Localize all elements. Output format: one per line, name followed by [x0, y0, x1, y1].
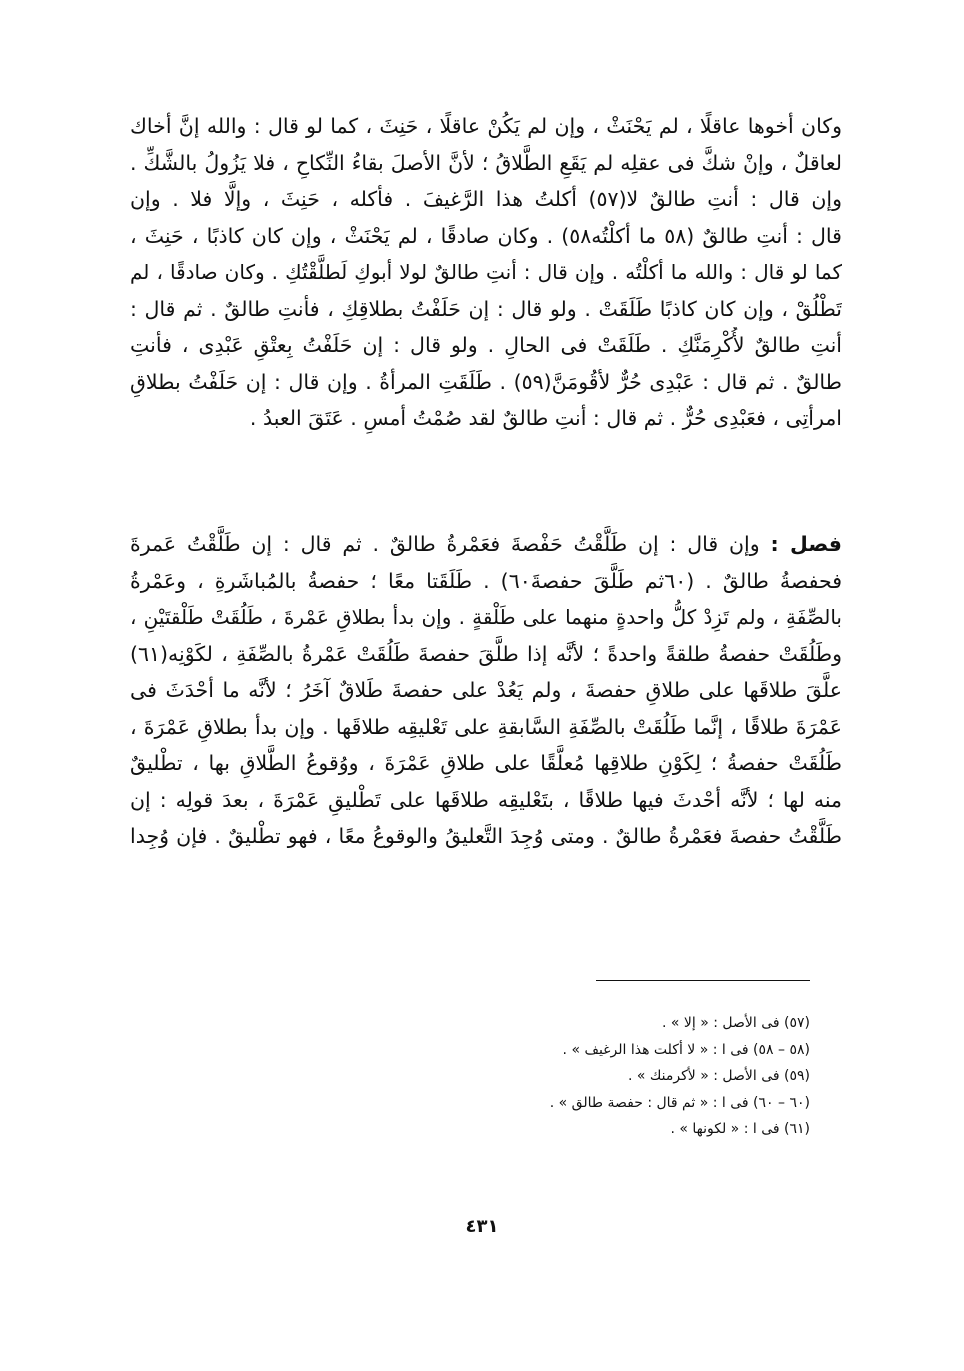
paragraph-2 — [130, 526, 842, 855]
paragraph-line: علَّقَ طلاقَها على طلاقِ حفصةَ ، ولم يَعُدْ على حفصةَ طَلاقٌ آخَرُ ؛ لأنَّه ما أحْدَثَ فى — [130, 678, 842, 702]
paragraph-1 — [130, 108, 842, 437]
footnote: (٦١) فى ا : « لكونها » . — [670, 1121, 810, 1137]
paragraph-line: أنتِ طالقٌ لأُكْرِمَنَّكِ . طَلَقَتْ فى الحالِ . ولو قال : إن حَلَفْتُ بِعتْقِ عَبْدِى ، فأنتِ — [130, 333, 842, 357]
paragraph-line: تَطْلُقْ ، وإن كان كاذبًا طَلَقَتْ . ولو قال : إن حَلَفْتُ بطلاقِكِ ، فأنتِ طالقٌ . ثم قال : — [130, 296, 842, 321]
page-number: ٤٣١ — [465, 1216, 499, 1237]
paragraph-line — [130, 526, 842, 563]
paragraph-line: بالصِّفَةِ ، ولم تَزِدْ كلُّ واحدةٍ منهما على طَلْقةٍ . وإن بدأ بطلاقِ عَمْرةَ ، طَلُقَتْ طَلْقتَيْنِ ، — [130, 605, 842, 629]
footnotes — [300, 1010, 810, 1143]
paragraph-line: عَمْرَةَ طلاقًا ، إنَّما طَلُقَتْ بالصِّفَةِ السَّابقةِ على تَعْليقِه طلاقَها . وإن بدأ بطلاقِ عَمْرَةَ ، — [130, 714, 842, 739]
footnote: (٥٧) فى الأصل : « إلا » . — [661, 1015, 810, 1031]
paragraph-line: وإن قال : أنتِ طالقٌ لا(٥٧) أكلتُ هذا الرَّغيفَ . فأكله ، حَنِثَ ، وإلَّا فلا . وإن — [130, 187, 842, 211]
paragraph-line: وطَلُقَتْ حفصةُ طلقةً واحدةً ؛ لأنَّه إذا طلَّقَ حفصةَ طَلُقَتْ عَمْرةُ بالصِّفَةِ ، لكَوْنِه(٦١) — [130, 641, 842, 666]
paragraph-line: طَلُقَتْ حفصةُ ؛ لِكَوْنِ طلاقِها مُعلَّقًا على طلاقِ عَمْرَةَ ، ووُقوعُ الطَّلاقِ بها ، تطْليقٌ — [130, 751, 842, 775]
paragraph-line: طالقٌ . ثم قال : عَبْدِى حُرٌّ لأقُومَنَّ(٥٩) . طَلَقَتِ المرأةُ . وإن قال : إن حَلَفْتُ بطلاقِ — [130, 369, 842, 394]
paragraph-line: لعاقلٌ ، وإنْ شكَّ فى عقلِه لم يَقَعِ الطَّلاقُ ؛ لأنَّ الأصلَ بقاءُ النِّكاحِ ، فلا يَزُولُ بالشَّكِّ . — [130, 150, 842, 175]
paragraph-line: كما لو قال : والله ما أكلْتُه . وإن قال : أنتِ طالقٌ لولا أبوكِ لَطلَّقْتُكِ . وكان صادقًا ، لم — [130, 260, 842, 284]
footnote: (٥٩) فى الأصل : « لأكرمنك » . — [627, 1068, 810, 1084]
paragraph-line: فحفصةُ طالقٌ . (٦٠ثم طَلَّقَ حفصةَ٦٠) . طَلَقَتا معًا ؛ حفصةُ بالمُباشَرةِ ، وعَمْرةُ — [130, 568, 842, 593]
paragraph-line: وكان أخوها عاقلًا ، لم يَحْنَثْ ، وإن لم يَكُنْ عاقلًا ، حَنِثَ ، كما لو قال : والله إنَّ أخاك — [130, 114, 842, 138]
paragraph-line: قال : أنتِ طالقٌ (٥٨ ما أكلْتُه٥٨) . وكان صادقًا ، لم يَحْنَثْ ، وإن كان كاذبًا ، حَنِثَ ، — [130, 223, 842, 248]
paragraph-line: امرأتِى ، فعَبْدِى حُرٌّ . ثم قال : أنتِ طالقٌ لقد صُمْتُ أمسِ . عَتَقَ العبدُ . — [249, 406, 842, 430]
footnote-separator — [596, 980, 810, 981]
footnote: (٦٠ – ٦٠) فى ا : « ثم قال : حفصة طالق » . — [549, 1094, 810, 1111]
footnote: (٥٨ – ٥٨) فى ا : « لا أكلت هذا الرغيف » . — [562, 1041, 810, 1058]
paragraph-line: منه لها ؛ لأنَّه أحْدثَ فيها طلاقًا ، بتَعْليقِه طلاقَها على تَطْليقِ عَمْرَةَ ، بعدَ قولِه : إن — [130, 787, 842, 812]
section-label: فصل : — [770, 532, 842, 556]
paragraph-line: طَلَّقْتُ حفصةَ فعَمْرةُ طالقٌ . ومتى وُجِدَ التَّعليقُ والوقوعُ معًا ، فهو تطْليقٌ . فإن وُجِدا — [130, 824, 842, 848]
paragraph-line-text: وإن قال : إن طَلَّقْتُ حَفْصةَ فعَمْرةُ طالقٌ . ثم قال : إن طَلَّقْتُ عَمرةَ — [130, 532, 760, 556]
